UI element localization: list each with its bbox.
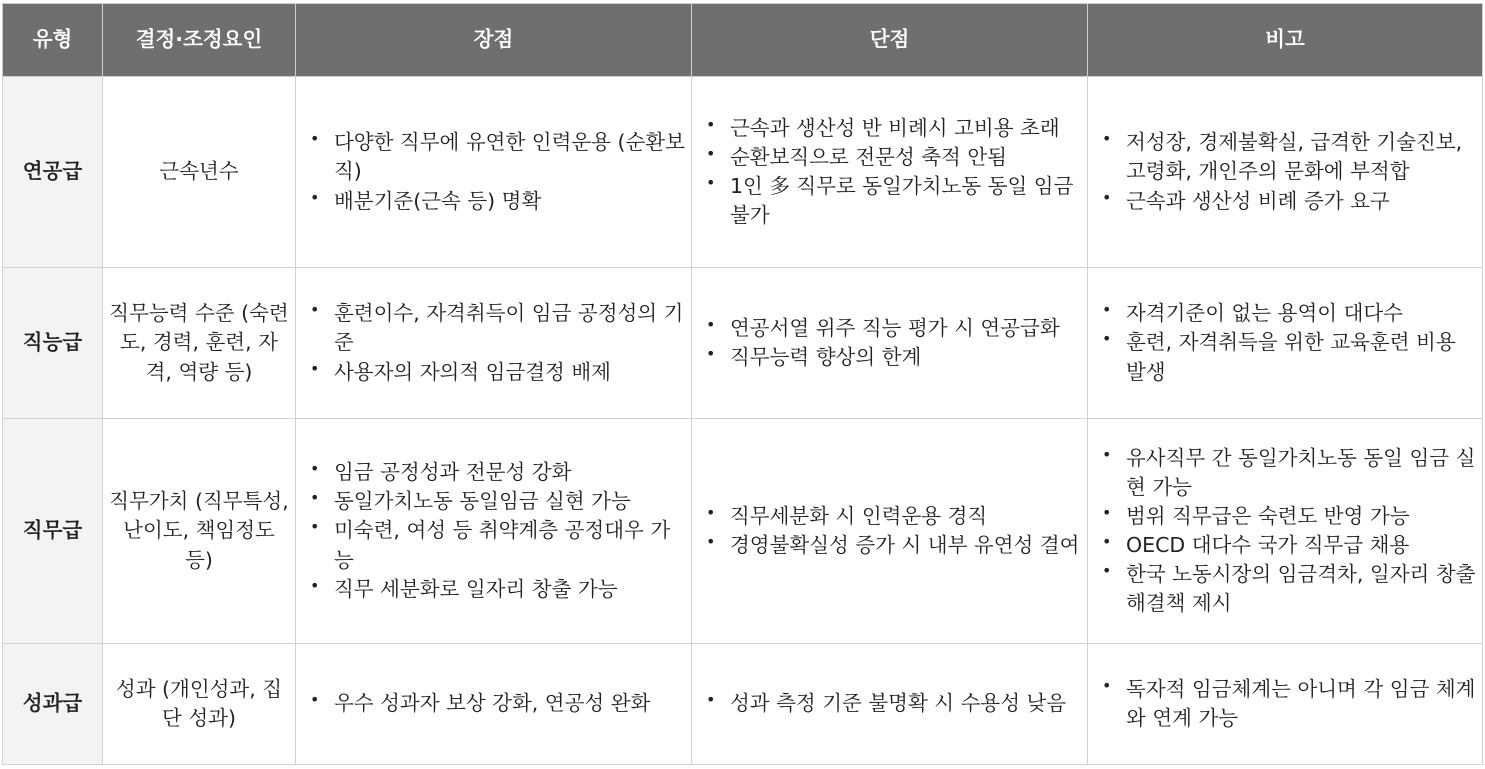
- notes-cell: [1088, 644, 1483, 765]
- header-notes: 비고: [1088, 4, 1483, 77]
- cons-cell: [692, 268, 1088, 419]
- list-item: • 성과 측정 기준 불명확 시 수용성 낮음: [702, 689, 1083, 718]
- pros-cell: [296, 644, 692, 765]
- table-row: [3, 419, 1483, 644]
- header-factor: 결정·조정요인: [103, 4, 296, 77]
- list-item: • 순환보직으로 전문성 축적 안됨: [702, 143, 1083, 172]
- pros-cell: [296, 77, 692, 268]
- list-item: • 연공서열 위주 직능 평가 시 연공급화: [702, 314, 1083, 343]
- list-item: • 직무능력 향상의 한계: [702, 343, 1083, 372]
- cons-cell: [692, 77, 1088, 268]
- list-item: • 다양한 직무에 유연한 인력운용 (순환보직): [306, 128, 687, 186]
- list-item: • 사용자의 자의적 임금결정 배제: [306, 358, 687, 387]
- list-item: • OECD 대다수 국가 직무급 채용: [1098, 531, 1478, 560]
- notes-cell: [1088, 77, 1483, 268]
- table-row: [3, 644, 1483, 765]
- list-item: • 훈련, 자격취득을 위한 교육훈련 비용 발생: [1098, 328, 1478, 386]
- wage-system-table: [2, 3, 1483, 765]
- list-item: • 직무 세분화로 일자리 창출 가능: [306, 575, 687, 604]
- list-item: • 경영불확실성 증가 시 내부 유연성 결여: [702, 531, 1083, 560]
- type-cell: 성과급: [3, 644, 103, 765]
- list-item: • 유사직무 간 동일가치노동 동일 임금 실현 가능: [1098, 444, 1478, 502]
- list-item: • 배분기준(근속 등) 명확: [306, 187, 687, 216]
- list-item: • 훈련이수, 자격취득이 임금 공정성의 기준: [306, 299, 687, 357]
- pros-cell: [296, 419, 692, 644]
- table-header-row: [3, 4, 1483, 77]
- list-item: • 우수 성과자 보상 강화, 연공성 완화: [306, 689, 687, 718]
- list-item: • 임금 공정성과 전문성 강화: [306, 458, 687, 487]
- list-item: • 직무세분화 시 인력운용 경직: [702, 502, 1083, 531]
- type-cell: 연공급: [3, 77, 103, 268]
- type-cell: 직능급: [3, 268, 103, 419]
- list-item: • 독자적 임금체계는 아니며 각 임금 체계와 연계 가능: [1098, 675, 1478, 733]
- list-item: • 범위 직무급은 숙련도 반영 가능: [1098, 502, 1478, 531]
- list-item: • 근속과 생산성 비례 증가 요구: [1098, 187, 1478, 216]
- header-type: 유형: [3, 4, 103, 77]
- notes-cell: [1088, 268, 1483, 419]
- list-item: • 동일가치노동 동일임금 실현 가능: [306, 487, 687, 516]
- table-row: [3, 77, 1483, 268]
- list-item: • 미숙련, 여성 등 취약계층 공정대우 가능: [306, 516, 687, 574]
- list-item: • 한국 노동시장의 임금격차, 일자리 창출 해결책 제시: [1098, 560, 1478, 618]
- list-item: • 근속과 생산성 반 비례시 고비용 초래: [702, 114, 1083, 143]
- list-item: • 자격기준이 없는 용역이 대다수: [1098, 299, 1478, 328]
- table-row: [3, 268, 1483, 419]
- header-cons: 단점: [692, 4, 1088, 77]
- header-pros: 장점: [296, 4, 692, 77]
- factor-cell: 직무능력 수준 (숙련도, 경력, 훈련, 자격, 역량 등): [103, 268, 296, 419]
- pros-cell: [296, 268, 692, 419]
- type-cell: 직무급: [3, 419, 103, 644]
- factor-cell: 근속년수: [103, 77, 296, 268]
- factor-cell: 성과 (개인성과, 집단 성과): [103, 644, 296, 765]
- cons-cell: [692, 644, 1088, 765]
- cons-cell: [692, 419, 1088, 644]
- list-item: • 저성장, 경제불확실, 급격한 기술진보, 고령화, 개인주의 문화에 부적합: [1098, 128, 1478, 186]
- notes-cell: [1088, 419, 1483, 644]
- list-item: • 1인 多 직무로 동일가치노동 동일 임금 불가: [702, 172, 1083, 230]
- factor-cell: 직무가치 (직무특성, 난이도, 책임정도 등): [103, 419, 296, 644]
